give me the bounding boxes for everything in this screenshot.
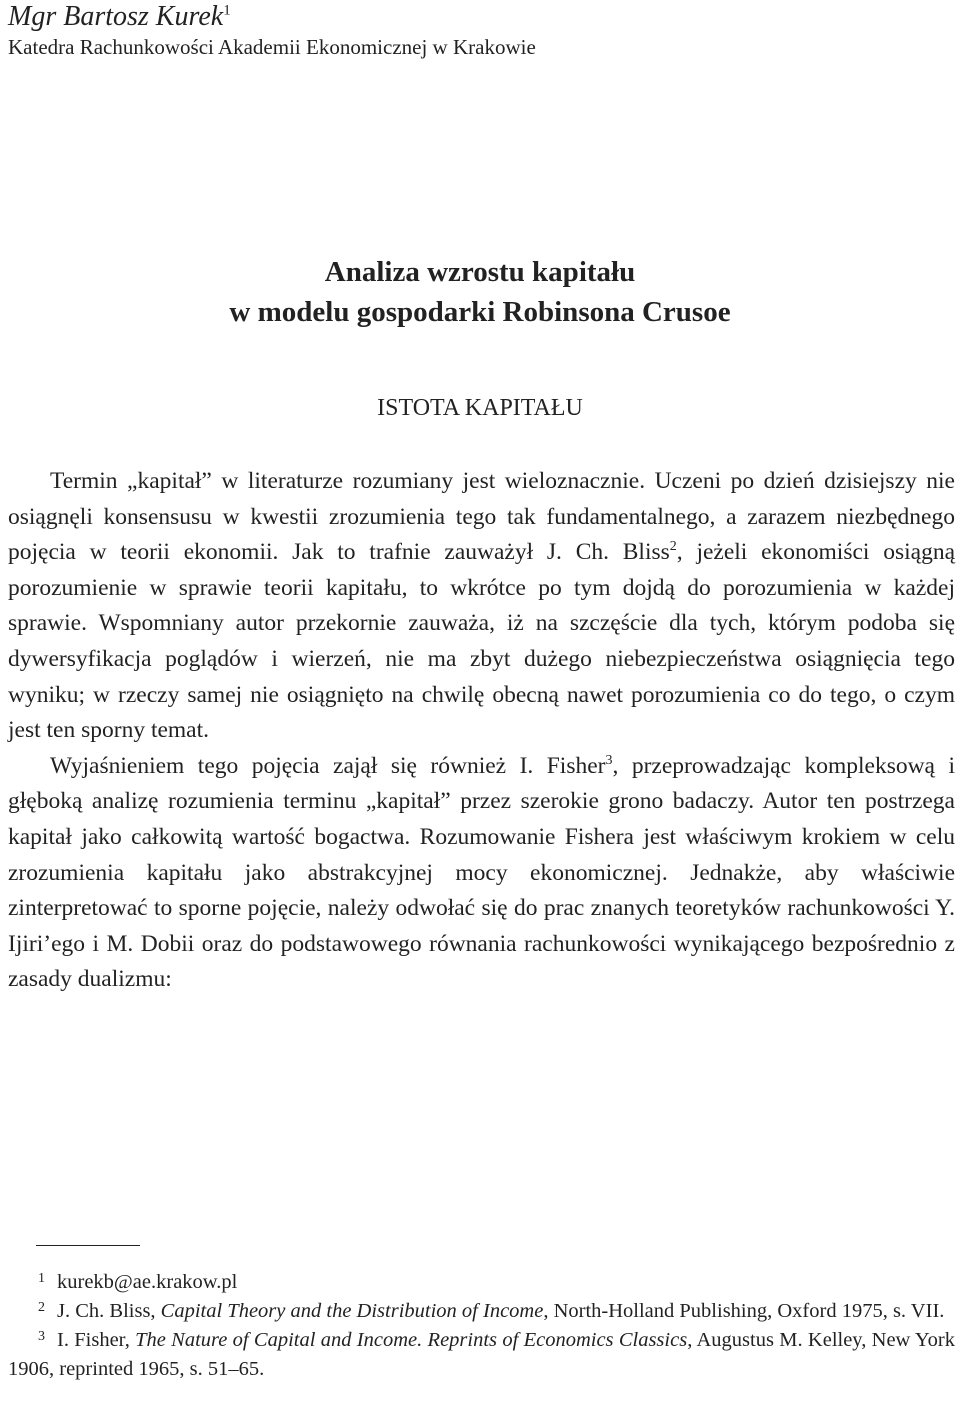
paragraph-1-text-b: , jeżeli ekonomiści osiągną porozumienie w sprawie teorii kapitału, to wkrótce po tym dojdą do porozumienia w każdej sprawie. Wspomniany autor przekornie zauważa, iż na szczęście dla tych, którym podoba się dywersyfikacja poglądów i wierzeń, nie ma zbyt dużego niebezpieczeństwa osiągnięcia tego wyniku; w rzeczy samej nie osiągnięto na chwilę obecną nawet porozumienia co do tego, o czym jest ten sporny temat. — [8, 539, 956, 744]
section-heading: ISTOTA KAPITAŁU — [377, 395, 583, 421]
footnote-book-title: Capital Theory and the Distribution of Income — [160, 1300, 544, 1322]
author-name — [8, 0, 231, 34]
footnote-ref-1[interactable]: 1 — [223, 2, 231, 19]
footnote-book-title: The Nature of Capital and Income. Reprints of Economics Classics — [135, 1329, 688, 1351]
author-affiliation: Katedra Rachunkowości Akademii Ekonomicznej w Krakowie — [8, 35, 536, 59]
footnote-text: , Augustus M. Kelley, New York 1906, reprinted 1965, s. 51–65. — [8, 1329, 955, 1380]
footnote-ref-2[interactable]: 2 — [669, 539, 677, 555]
footnote-ref-3[interactable]: 3 — [605, 752, 613, 768]
author-name-text: Mgr Bartosz Kurek — [8, 1, 224, 32]
footnote-1 — [8, 1268, 955, 1297]
footnote-2 — [8, 1297, 955, 1326]
body-text — [8, 464, 955, 998]
paragraph-2-text-a: Wyjaśnieniem tego pojęcia zajął się również I. Fisher — [50, 752, 606, 779]
footnote-separator — [36, 1245, 140, 1246]
paragraph-2 — [8, 749, 955, 998]
footnote-text: J. Ch. Bliss, — [57, 1300, 161, 1322]
footnote-number: 1 — [38, 1271, 45, 1286]
paragraph-1-text-a: Termin „kapitał” w literaturze rozumiany jest wieloznacznie. Uczeni po dzień dzisiejszy nie osiągnęli konsensusu w kwestii zrozumienia tego tak fundamentalnego, a zarazem niezbędnego pojęcia w teorii ekonomii. Jak to trafnie zauważył J. Ch. Bliss — [8, 468, 955, 566]
paper-title-line-2: w modelu gospodarki Robinsona Crusoe — [229, 296, 731, 328]
footnote-number: 3 — [38, 1329, 45, 1344]
paragraph-1 — [8, 464, 955, 749]
paper-title — [0, 252, 960, 332]
paragraph-2-text-b: , przeprowadzając kompleksową i głęboką analizę rozumienia terminu „kapitał” przez szerokie grono badaczy. Autor ten postrzega kapitał jako całkowitą wartość bogactwa. Rozumowanie Fishera jest właściwym krokiem w celu zrozumienia kapitału jako abstrakcyjnej mocy ekonomicznej. Jednakże, aby właściwie zinterpretować to sporne pojęcie, należy odwołać się do prac znanych teoretyków rachunkowości Y. Ijiri’ego i M. Dobii oraz do podstawowego równania rachunkowości wynikającego bezpośrednio z zasady dualizmu: — [8, 752, 955, 993]
footnote-3 — [8, 1326, 955, 1384]
footnote-text: I. Fisher, — [57, 1329, 136, 1351]
paper-title-line-1: Analiza wzrostu kapitału — [324, 256, 636, 288]
footnote-email-link[interactable]: kurekb@ae.krakow.pl — [57, 1271, 238, 1293]
footnote-number: 2 — [38, 1300, 45, 1315]
footnotes — [8, 1268, 955, 1384]
footnote-text: , North-Holland Publishing, Oxford 1975, s. VII. — [543, 1300, 945, 1322]
